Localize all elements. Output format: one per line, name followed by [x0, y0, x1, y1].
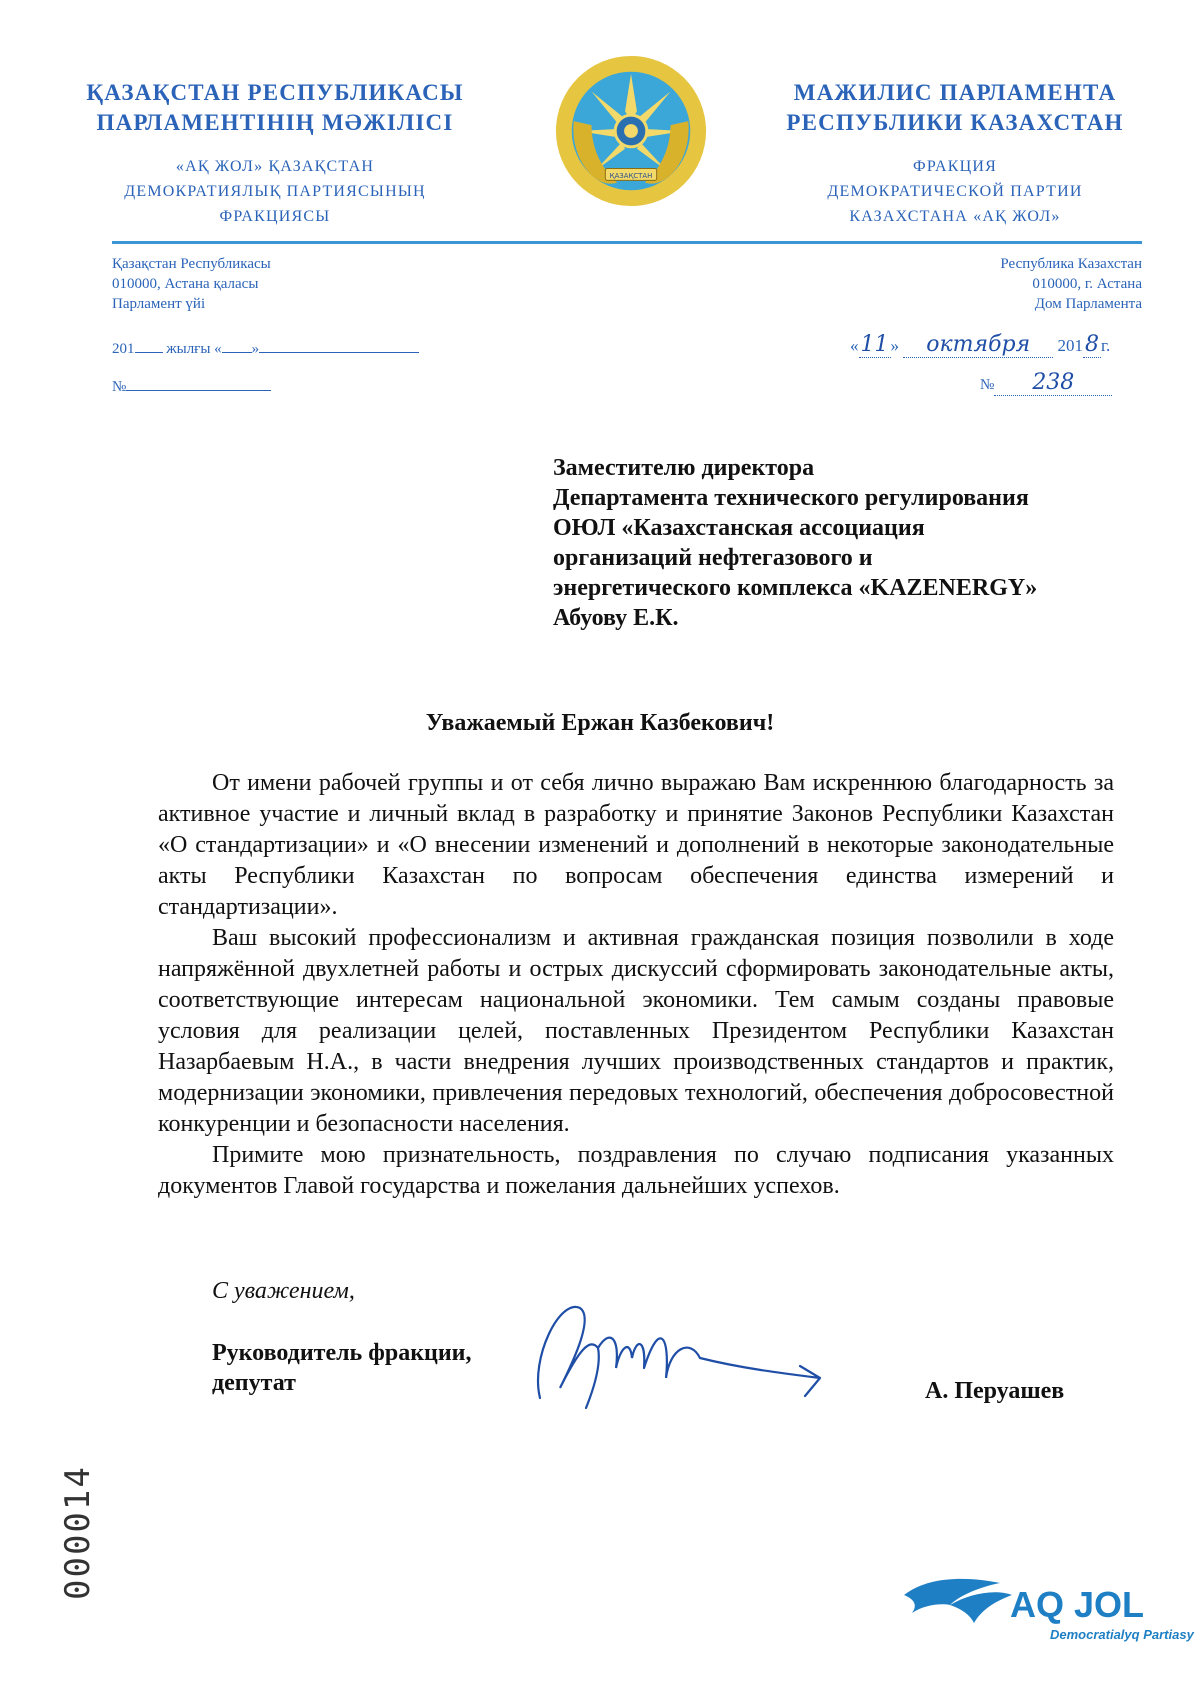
addressee-block	[553, 453, 1037, 633]
letterhead-right-sub-2: ДЕМОКРАТИЧЕСКОЙ ПАРТИИ	[827, 183, 1083, 200]
number-right-value: 238	[994, 370, 1112, 396]
address-right-line: Дом Парламента	[1034, 296, 1142, 312]
date-left-quote: »	[251, 341, 260, 357]
number-field-right	[980, 370, 1112, 396]
date-right-open-quote: «	[850, 336, 859, 355]
number-right-label: №	[980, 377, 995, 393]
letter-body	[158, 768, 1114, 1202]
date-left-prefix: 201	[112, 341, 135, 357]
date-right-day: 11	[860, 332, 889, 357]
address-right-line: Республика Казахстан	[1000, 256, 1142, 272]
signer-position	[212, 1338, 472, 1398]
letterhead-left-faction	[70, 154, 480, 229]
date-right-year-digit: 8	[1085, 332, 1099, 357]
address-left-line: 010000, Астана қаласы	[112, 276, 259, 292]
party-logo	[900, 1565, 1194, 1645]
signer-position-line-2: депутат	[212, 1370, 296, 1396]
letterhead-right-sub-1: ФРАКЦИЯ	[913, 158, 997, 175]
state-emblem-icon	[552, 52, 710, 210]
letterhead-left-sub-1: «АҚ ЖОЛ» ҚАЗАҚСТАН	[175, 158, 375, 175]
body-paragraph: Ваш высокий профессионализм и активная гражданская позиция позволили в ходе напряжённой двухлетней работы и острых дискуссий сформировать законодательные акты, соответствующие интересам национальной экономики. Тем самым созданы правовые условия для реализации целей, поставленных Президентом Республики Казахстан Назарбаевым Н.А., в части внедрения лучших производственных стандартов и практик, модернизации экономики, привлечения передовых технологий, обеспечения добросовестной конкуренции и безопасности населения.	[158, 925, 1114, 1137]
addressee-line: энергетического комплекса «KAZENERGY»	[553, 575, 1038, 601]
address-left-line: Парламент үйі	[112, 296, 206, 312]
letterhead-left	[70, 78, 480, 229]
body-paragraph: Примите мою признательность, поздравления по случаю подписания указанных документов Главой государства и пожелания дальнейших успехов.	[158, 1142, 1114, 1199]
addressee-line: Заместителю директора	[553, 455, 815, 481]
logo-tagline: Democratialyq Partiasy	[1050, 1627, 1194, 1642]
letterhead-right-faction	[760, 154, 1150, 229]
letterhead-right-title-1: МАЖИЛИС ПАРЛАМЕНТА	[793, 80, 1117, 105]
letterhead-left-sub-3: ФРАКЦИЯСЫ	[219, 208, 331, 225]
addressee-line: Департамента технического регулирования	[553, 485, 1029, 511]
logo-name: AQ JOL	[1010, 1584, 1145, 1625]
address-left	[112, 254, 271, 314]
date-right-year-suffix: г.	[1101, 336, 1111, 355]
letterhead-left-title-2: ПАРЛАМЕНТІНІҢ МӘЖІЛІСІ	[96, 110, 454, 135]
addressee-line: Абуову Е.К.	[553, 605, 679, 631]
date-left-mid: жылғы «	[166, 341, 222, 357]
signer-name: А. Перуашев	[925, 1378, 1065, 1404]
handwritten-signature	[520, 1278, 880, 1428]
letterhead-right-title-2: РЕСПУБЛИКИ КАЗАХСТАН	[786, 110, 1124, 135]
emblem-text: ҚАЗАҚСТАН	[609, 171, 653, 180]
letterhead-right	[760, 78, 1150, 229]
number-field-left	[112, 378, 271, 396]
letterhead-right-sub-3: КАЗАХСТАНА «АҚ ЖОЛ»	[849, 208, 1061, 225]
addressee-line: организаций нефтегазового и	[553, 545, 873, 571]
body-paragraph: От имени рабочей группы и от себя лично выражаю Вам искреннюю благодарность за активное участие и личный вклад в разработку и принятие Законов Республики Казахстан «О стандартизации» и «О внесении изменений и дополнений в некоторые законодательные акты Республики Казахстан по вопросам обеспечения единства измерений и стандартизации».	[158, 770, 1114, 920]
number-left-label: №	[112, 379, 127, 395]
address-right-line: 010000, г. Астана	[1032, 276, 1142, 292]
date-right-month: октября	[903, 332, 1053, 358]
address-right	[1000, 254, 1142, 314]
addressee-line: ОЮЛ «Казахстанская ассоциация	[553, 515, 925, 541]
signer-position-line-1: Руководитель фракции,	[212, 1340, 472, 1366]
salutation: Уважаемый Ержан Казбекович!	[425, 710, 775, 736]
document-serial-stamp	[58, 1465, 98, 1600]
date-right-close-quote: »	[890, 336, 899, 355]
date-field-left	[112, 340, 419, 358]
date-field-right	[850, 332, 1110, 358]
address-left-line: Қазақстан Республикасы	[112, 256, 271, 272]
letterhead-left-title-1: ҚАЗАҚСТАН РЕСПУБЛИКАСЫ	[86, 80, 464, 105]
letterhead-left-sub-2: ДЕМОКРАТИЯЛЫҚ ПАРТИЯСЫНЫҢ	[124, 183, 426, 200]
serial-number: 000014	[58, 1465, 98, 1600]
letterhead-divider	[112, 241, 1142, 244]
horse-logo-icon	[900, 1565, 1194, 1645]
date-right-year-prefix: 201	[1057, 336, 1083, 355]
closing-regards: С уважением,	[212, 1278, 355, 1304]
